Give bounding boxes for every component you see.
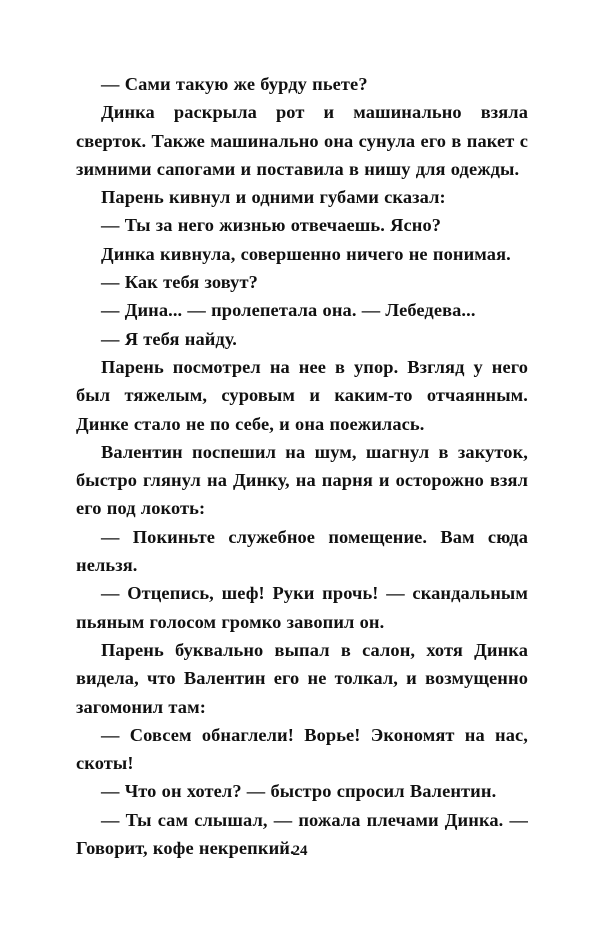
paragraph: Парень кивнул и одними губами сказал: <box>101 187 446 208</box>
paragraph: — Сами такую же бурду пьете? <box>101 74 368 94</box>
paragraph: — Ты сам слышал, — пожала плечами Динка. — Говорит, кофе некрепкий. <box>76 809 528 859</box>
paragraph: Динка кивнула, совершенно ничего не понимая. <box>101 243 511 264</box>
paragraph: Динка раскрыла рот и машинально взяла сверток. Также машинально она сунула его в пакет с зимними сапогами и поставила в нишу для одежды. <box>76 102 528 179</box>
paragraph: — Отцепись, шеф! Руки прочь! — скандальным пьяным голосом громко завопил он. <box>76 583 528 632</box>
paragraph: — Ты за него жизнью отвечаешь. Ясно? <box>101 215 442 236</box>
paragraph: — Покиньте служебное помещение. Вам сюда нельзя. <box>76 526 528 576</box>
paragraph: Валентин поспешил на шум, шагнул в закуток, быстро глянул на Динку, на парня и осторожно взял его под локоть: <box>76 441 528 519</box>
paragraph: — Я тебя найду. <box>101 328 237 349</box>
paragraph: — Совсем обнаглели! Ворье! Экономят на нас, скоты! <box>76 724 528 774</box>
paragraph: — Как тебя зовут? <box>101 272 258 293</box>
paragraph: — Дина... — пролепетала она. — Лебедева... <box>101 300 476 321</box>
paragraph: Парень посмотрел на нее в упор. Взгляд у него был тяжелым, суровым и каким-то отчаянным. Динке стало не по себе, и она поежилась. <box>76 356 528 434</box>
body-text <box>76 70 528 862</box>
page-number: 24 <box>292 843 308 859</box>
paragraph: Парень буквально выпал в салон, хотя Динка видела, что Валентин его не толкал, и возмущенно загомонил там: <box>76 639 528 717</box>
paragraph: — Что он хотел? — быстро спросил Валентин. <box>101 781 497 802</box>
